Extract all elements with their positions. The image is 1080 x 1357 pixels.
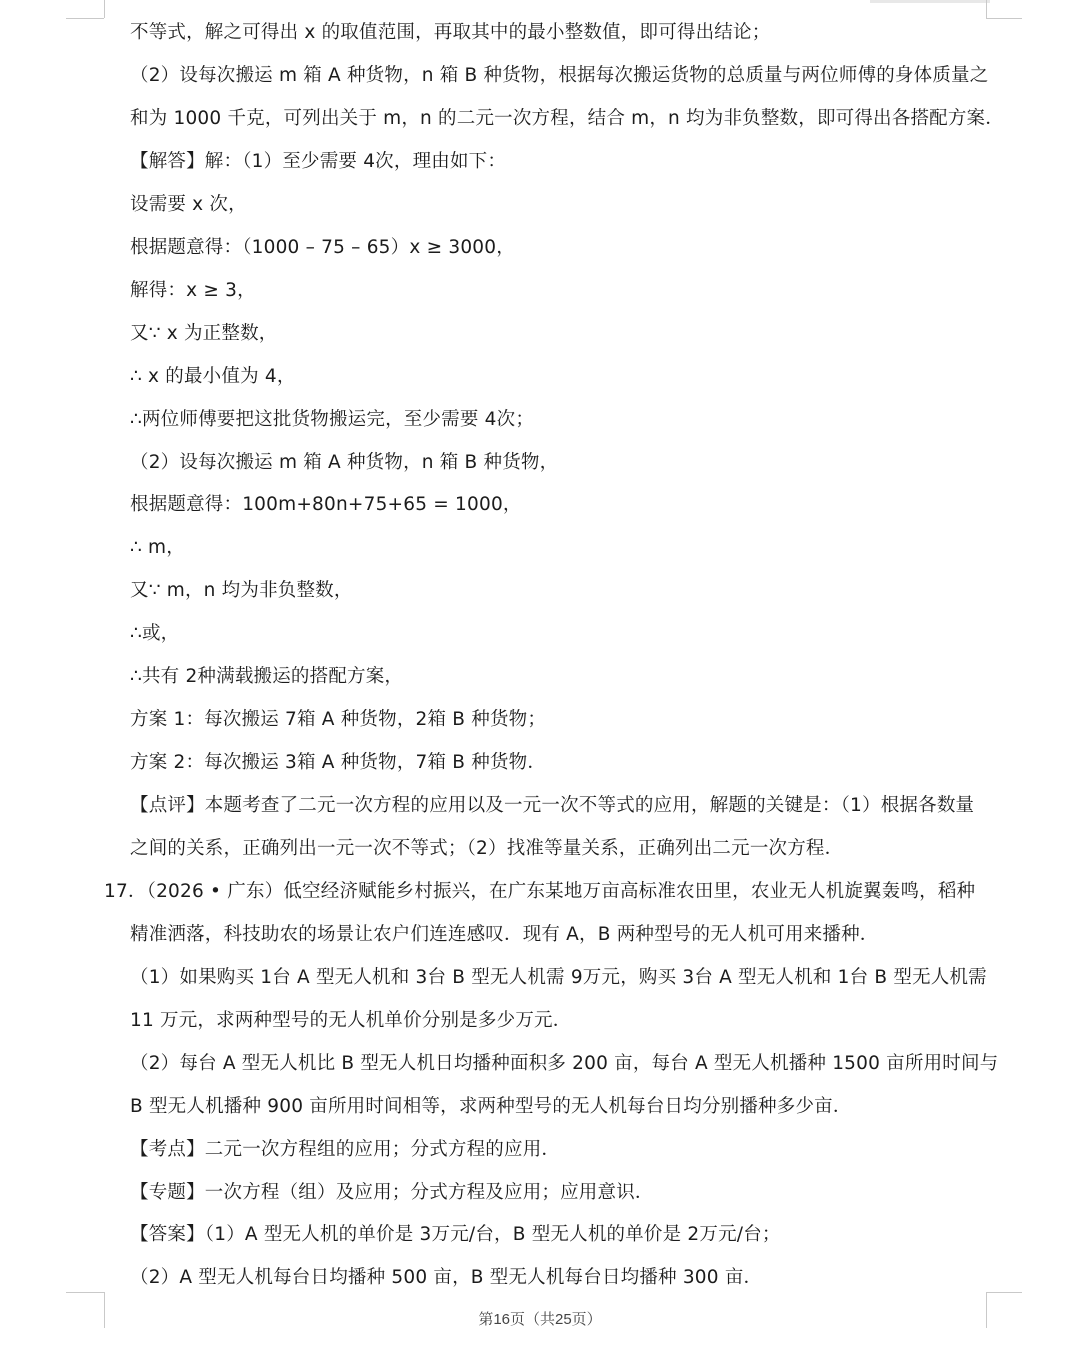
text-line: 精准洒落，科技助农的场景让农户们连连感叹．现有 A，B 两种型号的无人机可用来播种． bbox=[130, 924, 879, 945]
text-line: 又∵ x 为正整数， bbox=[130, 323, 278, 344]
text-line: （2）设每次搬运 m 箱 A 种货物，n 箱 B 种货物， bbox=[130, 452, 559, 473]
text-line: B 型无人机播种 900 亩所用时间相等，求两种型号的无人机每台日均分别播种多少亩． bbox=[130, 1096, 852, 1117]
text-line: 根据题意得：（1000 – 75 – 65）x ≥ 3000， bbox=[130, 237, 515, 258]
text-line: 11 万元，求两种型号的无人机单价分别是多少万元． bbox=[130, 1010, 572, 1031]
text-line: 解得：x ≥ 3， bbox=[130, 280, 256, 301]
crop-mark-bottom-right-h bbox=[986, 1292, 1022, 1293]
crop-mark-bottom-left-h bbox=[66, 1292, 104, 1293]
text-line: 之间的关系，正确列出一元一次不等式；（2）找准等量关系，正确列出二元一次方程． bbox=[130, 838, 844, 859]
text-line: 又∵ m，n 均为非负整数， bbox=[130, 580, 353, 601]
topic-line: 【专题】一次方程（组）及应用；分式方程及应用；应用意识． bbox=[130, 1182, 654, 1203]
crop-mark-top-left-v bbox=[104, 0, 105, 18]
question-17: 17．（2026 • 广东）低空经济赋能乡村振兴，在广东某地万亩高标准农田里，农业无人机旋翼轰鸣，稻种 bbox=[104, 881, 976, 902]
text-line: 根据题意得：100m+80n+75+65 = 1000， bbox=[130, 494, 522, 515]
comment-heading: 【点评】本题考查了二元一次方程的应用以及一元一次不等式的应用，解题的关键是：（1）根据各数量 bbox=[130, 795, 975, 816]
page-number-footer: 第16页（共25页） bbox=[478, 1311, 602, 1328]
text-line: 和为 1000 千克，可列出关于 m，n 的二元一次方程，结合 m，n 均为非负整数，即可得出各搭配方案． bbox=[130, 108, 1004, 129]
answer-line: 【答案】（1）A 型无人机的单价是 3万元/台，B 型无人机的单价是 2万元/台； bbox=[130, 1224, 781, 1245]
crop-mark-top-left-h bbox=[66, 18, 104, 19]
text-line: （2）A 型无人机每台日均播种 500 亩，B 型无人机每台日均播种 300 亩． bbox=[130, 1267, 763, 1288]
text-line: ∴ m， bbox=[130, 537, 185, 558]
text-line: （2）每台 A 型无人机比 B 型无人机日均播种面积多 200 亩，每台 A 型无人机播种 1500 亩所用时间与 bbox=[130, 1053, 999, 1074]
text-line: 方案 2：每次搬运 3箱 A 种货物，7箱 B 种货物． bbox=[130, 752, 547, 773]
text-line: 不等式，解之可得出 x 的取值范围，再取其中的最小整数值，即可得出结论； bbox=[130, 22, 771, 43]
text-line: 方案 1：每次搬运 7箱 A 种货物，2箱 B 种货物； bbox=[130, 709, 547, 730]
top-edge-mark bbox=[870, 0, 990, 3]
crop-mark-top-right-v bbox=[986, 0, 987, 18]
crop-mark-top-right-h bbox=[986, 18, 1022, 19]
text-line: ∴两位师傅要把这批货物搬运完，至少需要 4次； bbox=[130, 409, 535, 430]
text-line: ∴ x 的最小值为 4， bbox=[130, 366, 296, 387]
text-line: ∴共有 2种满载搬运的搭配方案， bbox=[130, 666, 404, 687]
text-line: 设需要 x 次， bbox=[130, 194, 247, 215]
solution-heading: 【解答】解：（1）至少需要 4次，理由如下： bbox=[130, 151, 507, 172]
text-line: ∴或， bbox=[130, 623, 180, 644]
text-line: （2）设每次搬运 m 箱 A 种货物，n 箱 B 种货物，根据每次搬运货物的总质量与两位师傅的身体质量之 bbox=[130, 65, 989, 86]
text-line: （1）如果购买 1台 A 型无人机和 3台 B 型无人机需 9万元，购买 3台 A 型无人机和 1台 B 型无人机需 bbox=[130, 967, 987, 988]
key-point-line: 【考点】二元一次方程组的应用；分式方程的应用． bbox=[130, 1139, 561, 1160]
